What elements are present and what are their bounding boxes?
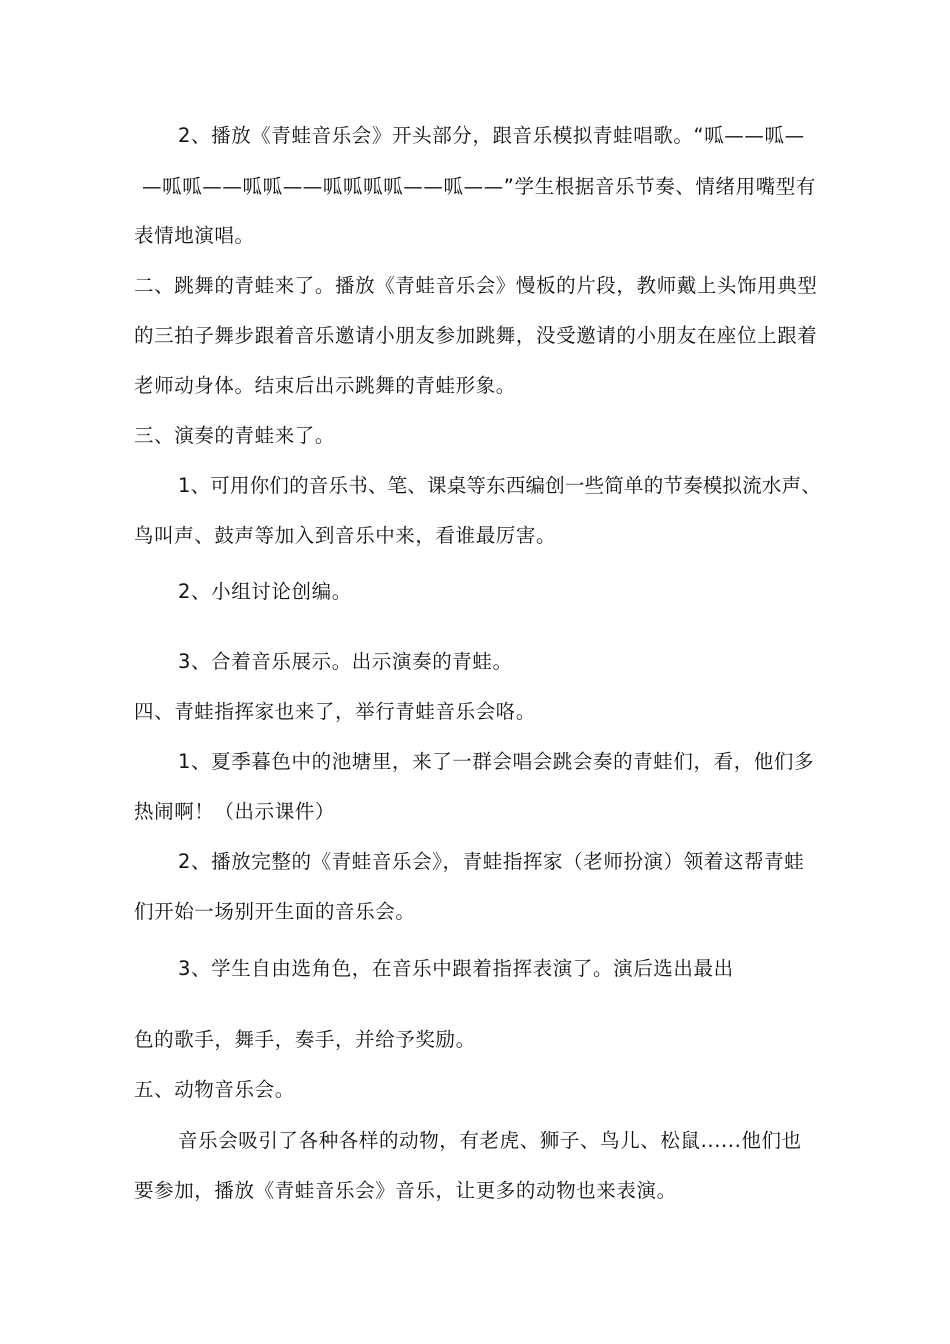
text-line: 热闹啊！（出示课件） bbox=[134, 800, 336, 823]
text-line: 的三拍子舞步跟着音乐邀请小朋友参加跳舞，没受邀请的小朋友在座位上跟着 bbox=[134, 324, 818, 347]
section-heading: 五、动物音乐会。 bbox=[134, 1078, 295, 1101]
text-line: 鸟叫声、鼓声等加入到音乐中来，看谁最厉害。 bbox=[134, 524, 557, 547]
text-line: 表情地演唱。 bbox=[134, 224, 255, 247]
text-line: 1、夏季暮色中的池塘里，来了一群会唱会跳会奏的青蛙们，看，他们多 bbox=[178, 750, 815, 773]
text-line: 音乐会吸引了各种各样的动物，有老虎、狮子、鸟儿、松鼠......他们也 bbox=[178, 1129, 802, 1152]
text-line: 2、小组讨论创编。 bbox=[178, 580, 352, 603]
text-line: 老师动身体。结束后出示跳舞的青蛙形象。 bbox=[134, 374, 516, 397]
text-line: 2、播放《青蛙音乐会》开头部分，跟音乐模拟青蛙唱歌。“呱——呱— bbox=[178, 124, 805, 147]
text-line: 2、播放完整的《青蛙音乐会》，青蛙指挥家（老师扮演）领着这帮青蛙 bbox=[178, 850, 805, 873]
text-line: 们开始一场别开生面的音乐会。 bbox=[134, 900, 416, 923]
text-line: 1、可用你们的音乐书、笔、课桌等东西编创一些简单的节奏模拟流水声、 bbox=[178, 474, 822, 497]
section-heading: 四、青蛙指挥家也来了，举行青蛙音乐会咯。 bbox=[134, 700, 537, 723]
section-heading: 二、跳舞的青蛙来了。播放《青蛙音乐会》慢板的片段，教师戴上头饰用典型 bbox=[134, 274, 818, 297]
text-line: 3、学生自由选角色，在音乐中跟着指挥表演了。演后选出最出 bbox=[178, 957, 734, 980]
text-line: —呱呱——呱呱——呱呱呱呱——呱——”学生根据音乐节奏、情绪用嘴型有 bbox=[142, 175, 817, 198]
section-heading: 三、演奏的青蛙来了。 bbox=[134, 424, 336, 447]
text-line: 色的歌手，舞手，奏手，并给予奖励。 bbox=[134, 1028, 476, 1051]
text-line: 3、合着音乐展示。出示演奏的青蛙。 bbox=[178, 650, 513, 673]
text-line: 要参加，播放《青蛙音乐会》音乐，让更多的动物也来表演。 bbox=[134, 1179, 677, 1202]
